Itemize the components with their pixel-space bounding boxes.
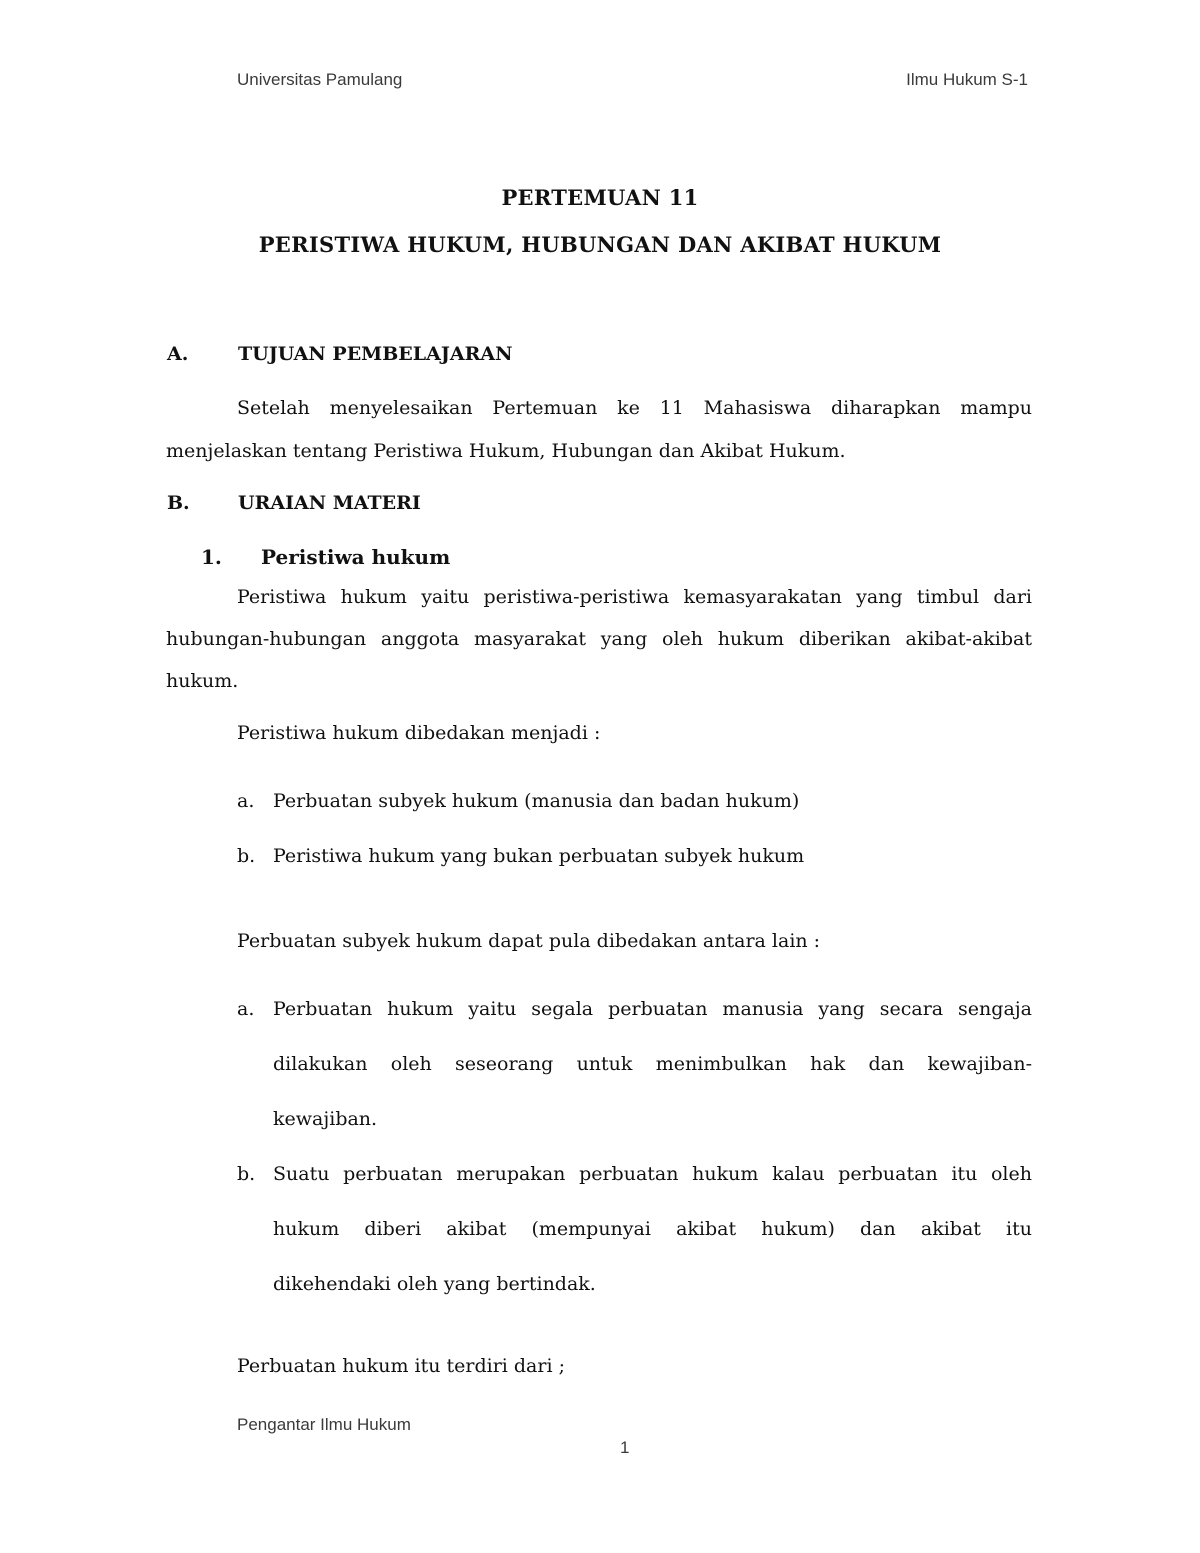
header-right: Ilmu Hukum S-1 [906,70,1028,89]
sub1-para-line-2: hubungan-hubungan anggota masyarakat yang oleh hukum diberikan akibat-akibat [166,628,1032,650]
subsection-1-number: 1. [201,545,222,569]
page-subtitle: PERISTIWA HUKUM, HUBUNGAN DAN AKIBAT HUKUM [258,232,942,257]
list-item-marker: b. [237,1163,256,1185]
list-item-line: Perbuatan hukum yaitu segala perbuatan manusia yang secara sengaja [273,998,1032,1020]
section-a-heading: TUJUAN PEMBELAJARAN [238,343,513,365]
page-title: PERTEMUAN 11 [501,185,699,210]
list-item-marker: b. [237,845,256,867]
list-item-line: Suatu perbuatan merupakan perbuatan hukum kalau perbuatan itu oleh [273,1163,1032,1185]
header-left: Universitas Pamulang [237,70,403,89]
sub1-intro: Peristiwa hukum dibedakan menjadi : [237,722,601,744]
section-a-para-line-1: Setelah menyelesaikan Pertemuan ke 11 Mahasiswa diharapkan mampu [237,397,1032,419]
list-item-line: hukum diberi akibat (mempunyai akibat hukum) dan akibat itu [273,1218,1032,1240]
subsection-1-heading: Peristiwa hukum [261,545,451,569]
section-a-para-line-2: menjelaskan tentang Peristiwa Hukum, Hubungan dan Akibat Hukum. [166,440,846,462]
footer-left: Pengantar Ilmu Hukum [237,1415,411,1434]
sub1-closing: Perbuatan hukum itu terdiri dari ; [237,1355,565,1377]
list-item-line: dikehendaki oleh yang bertindak. [273,1273,596,1295]
list-item-marker: a. [237,998,255,1020]
sub1-intro-2: Perbuatan subyek hukum dapat pula dibedakan antara lain : [237,930,821,952]
section-b-heading: URAIAN MATERI [238,492,421,514]
section-b-letter: B. [167,492,190,514]
sub1-para-line-3: hukum. [166,670,239,692]
sub1-para-line-1: Peristiwa hukum yaitu peristiwa-peristiwa kemasyarakatan yang timbul dari [237,586,1032,608]
list-item: Perbuatan subyek hukum (manusia dan badan hukum) [273,790,800,812]
list-item-line: kewajiban. [273,1108,378,1130]
list-item-marker: a. [237,790,255,812]
list-item: Peristiwa hukum yang bukan perbuatan subyek hukum [273,845,805,867]
page-number: 1 [620,1438,630,1457]
list-item-line: dilakukan oleh seseorang untuk menimbulkan hak dan kewajiban- [273,1053,1032,1075]
section-a-letter: A. [167,343,189,365]
